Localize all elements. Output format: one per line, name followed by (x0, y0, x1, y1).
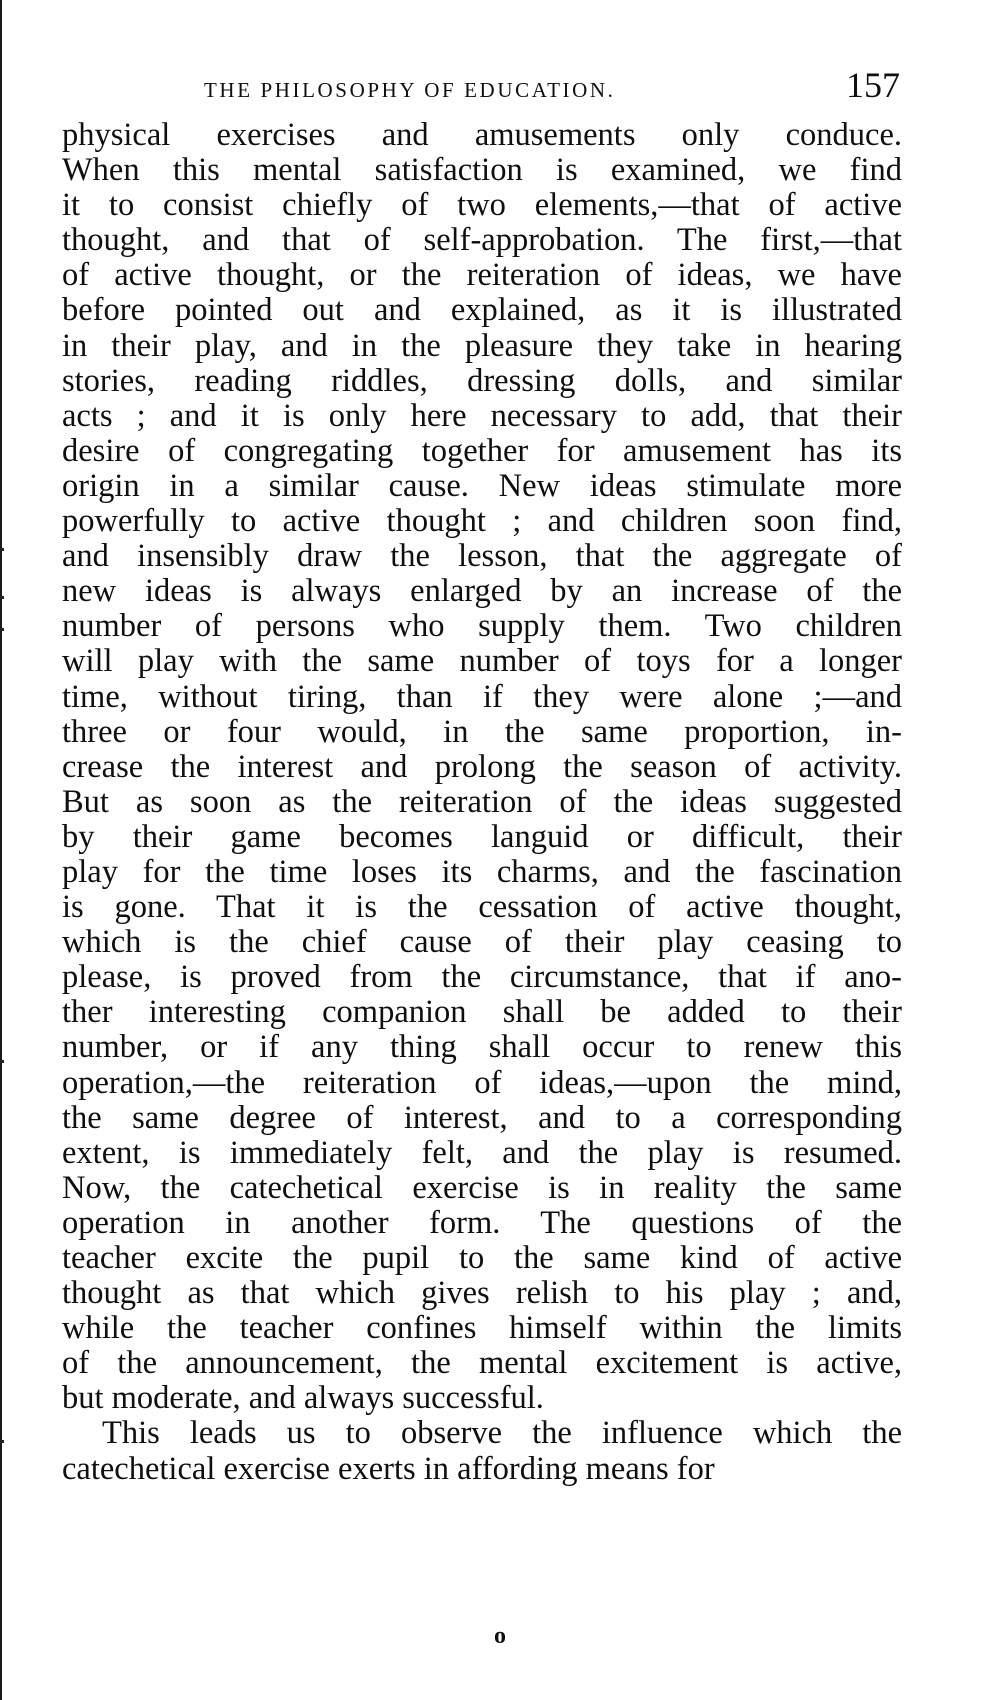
text-line: thought as that which gives relish to his play ; and, (62, 1275, 902, 1312)
signature-mark: o (494, 1623, 506, 1649)
text-line: operation,—the reiteration of ideas,—upon the mind, (62, 1064, 902, 1101)
running-head (62, 64, 902, 114)
text-line: thought, and that of self-approbation. The first,—that (62, 222, 902, 259)
text-line: the same degree of interest, and to a corresponding (62, 1099, 902, 1136)
text-line: of active thought, or the reiteration of ideas, we have (62, 257, 902, 294)
text-line: physical exercises and amusements only conduce. (62, 117, 902, 153)
text-line: is gone. That it is the cessation of active thought, (62, 889, 902, 926)
text-line: in their play, and in the pleasure they take in hearing (62, 327, 902, 364)
text-line: operation in another form. The questions of the (62, 1204, 902, 1241)
text-line: it to consist chiefly of two elements,—that of active (62, 187, 902, 224)
binding-mark (0, 1060, 4, 1063)
text-line: new ideas is always enlarged by an increase of the (62, 573, 902, 610)
binding-mark (0, 628, 4, 631)
text-line: acts ; and it is only here necessary to add, that their (62, 397, 902, 434)
text-line: But as soon as the reiteration of the ideas suggested (62, 783, 902, 820)
text-line: which is the chief cause of their play ceasing to (62, 924, 902, 961)
text-line: while the teacher confines himself within the limits (62, 1310, 902, 1347)
text-line: but moderate, and always successful. (62, 1380, 544, 1417)
text-line: teacher excite the pupil to the same kind of active (62, 1240, 902, 1276)
text-line: stories, reading riddles, dressing dolls, and similar (62, 362, 902, 399)
text-line: When this mental satisfaction is examined, we find (62, 152, 902, 189)
text-line: number, or if any thing shall occur to renew this (62, 1029, 902, 1066)
text-line: play for the time loses its charms, and the fascination (62, 853, 902, 890)
text-line: three or four would, in the same proportion, in- (62, 713, 902, 750)
text-line: time, without tiring, than if they were alone ;—and (62, 678, 902, 715)
running-head-title: THE PHILOSOPHY OF EDUCATION. (204, 78, 616, 102)
text-line: This leads us to observe the influence which the (102, 1415, 902, 1452)
text-line: before pointed out and explained, as it is illustrated (62, 292, 902, 329)
text-line: desire of congregating together for amusement has its (62, 432, 902, 469)
paragraph (62, 118, 902, 1416)
text-line: number of persons who supply them. Two children (62, 608, 902, 645)
text-line: catechetical exercise exerts in affording means for (62, 1450, 715, 1487)
binding-edge (0, 0, 2, 1700)
text-line: ther interesting companion shall be added to their (62, 994, 902, 1031)
text-line: Now, the catechetical exercise is in reality the same (62, 1169, 902, 1206)
text-line: and insensibly draw the lesson, that the aggregate of (62, 538, 902, 575)
page-number: 157 (846, 65, 900, 105)
text-line: please, is proved from the circumstance, that if ano- (62, 959, 902, 996)
text-line: will play with the same number of toys for a longer (62, 643, 902, 680)
text-line: of the announcement, the mental excitement is active, (62, 1345, 902, 1382)
binding-mark (0, 548, 4, 551)
binding-mark (0, 596, 4, 599)
text-line: by their game becomes languid or difficult, their (62, 818, 902, 855)
body-text (62, 118, 902, 1487)
text-line: extent, is immediately felt, and the play is resumed. (62, 1134, 902, 1171)
paragraph (62, 1416, 902, 1486)
text-line: powerfully to active thought ; and children soon find, (62, 503, 902, 540)
text-line: crease the interest and prolong the season of activity. (62, 748, 902, 785)
binding-mark (0, 1440, 4, 1443)
text-line: origin in a similar cause. New ideas stimulate more (62, 467, 902, 504)
